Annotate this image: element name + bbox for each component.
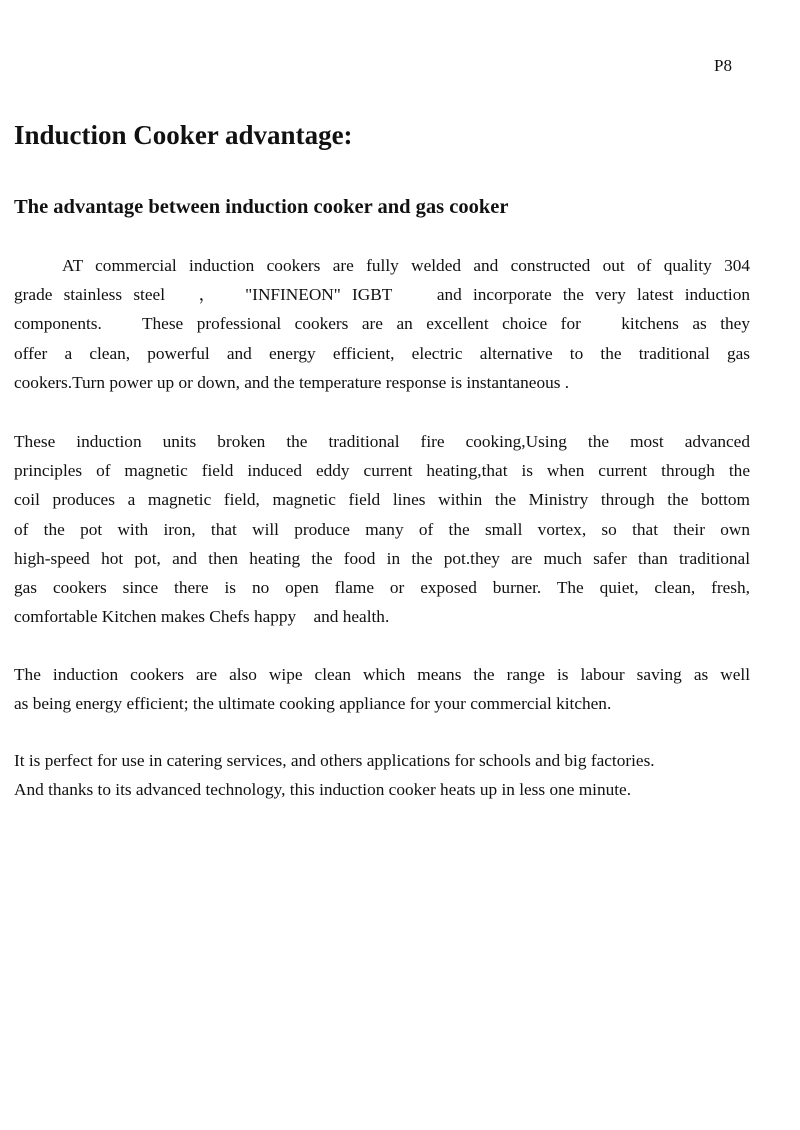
paragraph-4 [14,746,774,804]
paragraph-line: AT commercial induction cookers are fully welded and constructed out of quality 304 [62,256,750,275]
paragraph-line: of the pot with iron, that will produce many of the small vortex, so that their own [14,519,750,539]
paragraph-1 [14,251,750,397]
paragraph-line: comfortable Kitchen makes Chefs happy and health. [14,607,390,627]
paragraph-line: grade stainless steel ， "INFINEON" IGBT and incorporate the very latest induction [14,285,750,305]
paragraph-line: cookers.Turn power up or down, and the temperature response is instantaneous . [14,372,570,392]
paragraph-line: coil produces a magnetic field, magnetic field lines within the Ministry through the bottom [14,490,750,510]
paragraph-3 [14,660,750,718]
paragraph-line: components. These professional cookers are an excellent choice for kitchens as they [14,314,750,334]
paragraph-line: offer a clean, powerful and energy efficient, electric alternative to the traditional gas [14,343,750,363]
paragraph-line: gas cookers since there is no open flame or exposed burner. The quiet, clean, fresh, [14,577,750,597]
paragraph-2 [14,427,750,631]
page-number: P8 [714,56,732,75]
paragraph-line: The induction cookers are also wipe clean which means the range is labour saving as well [14,665,750,684]
paragraph-line: And thanks to its advanced technology, this induction cooker heats up in less one minute. [14,780,632,800]
paragraph-line: high-speed hot pot, and then heating the food in the pot.they are much safer than traditional [14,548,750,568]
section-subtitle: The advantage between induction cooker and gas cooker [14,196,509,218]
paragraph-line: It is perfect for use in catering services, and others applications for schools and big factories. [14,751,655,770]
paragraph-line: principles of magnetic field induced eddy current heating,that is when current through the [14,461,750,481]
paragraph-line: These induction units broken the traditional fire cooking,Using the most advanced [14,432,750,451]
paragraph-line: as being energy efficient; the ultimate cooking appliance for your commercial kitchen. [14,694,612,714]
page-title: Induction Cooker advantage: [14,120,353,150]
